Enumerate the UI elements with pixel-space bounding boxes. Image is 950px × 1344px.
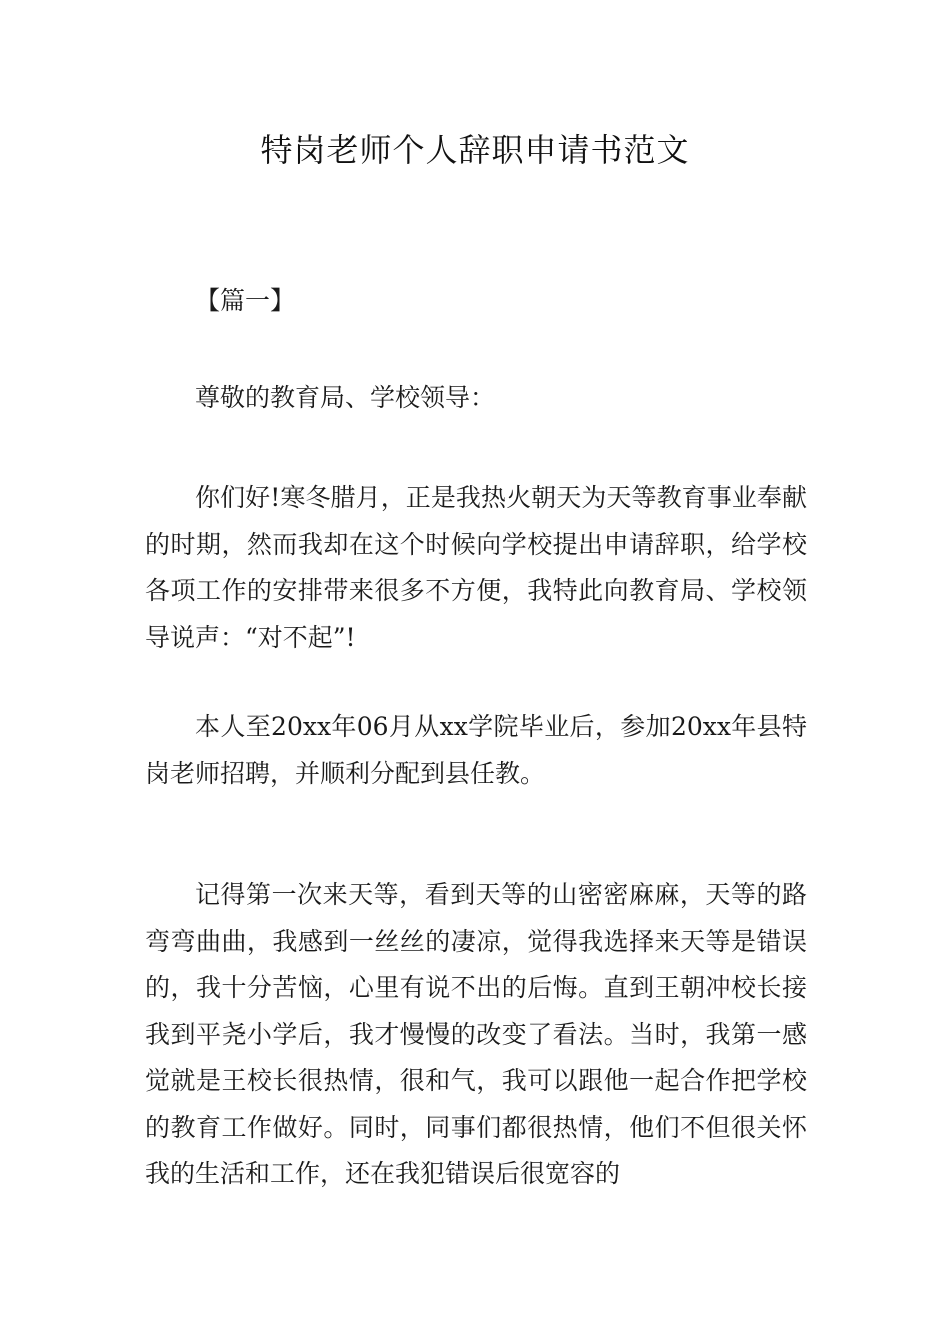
document-title: 特岗老师个人辞职申请书范文 bbox=[260, 131, 690, 169]
paragraph: 你们好!寒冬腊月，正是我热火朝天为天等教育事业奉献的时期，然而我却在这个时候向学校提出申请辞职，给学校各项工作的安排带来很多不方便，我特此向教育局、学校领导说声：“对不起”! bbox=[145, 483, 807, 652]
section-label: 【篇一】 bbox=[195, 286, 296, 315]
salutation: 尊敬的教育局、学校领导： bbox=[195, 383, 496, 412]
paragraph: 记得第一次来天等，看到天等的山密密麻麻，天等的路弯弯曲曲，我感到一丝丝的凄凉，觉得我选择来天等是错误的，我十分苦恼，心里有说不出的后悔。直到王朝冲校长接我到平尧小学后，我才慢慢的改变了看法。当时，我第一感觉就是王校长很热情，很和气，我可以跟他一起合作把学校的教育工作做好。同时，同事们都很热情，他们不但很关怀我的生活和工作，还在我犯错误后很宽容的 bbox=[145, 880, 807, 1188]
paragraph: 本人至20xx年06月从xx学院毕业后，参加20xx年县特岗老师招聘，并顺利分配到县任教。 bbox=[145, 712, 807, 788]
